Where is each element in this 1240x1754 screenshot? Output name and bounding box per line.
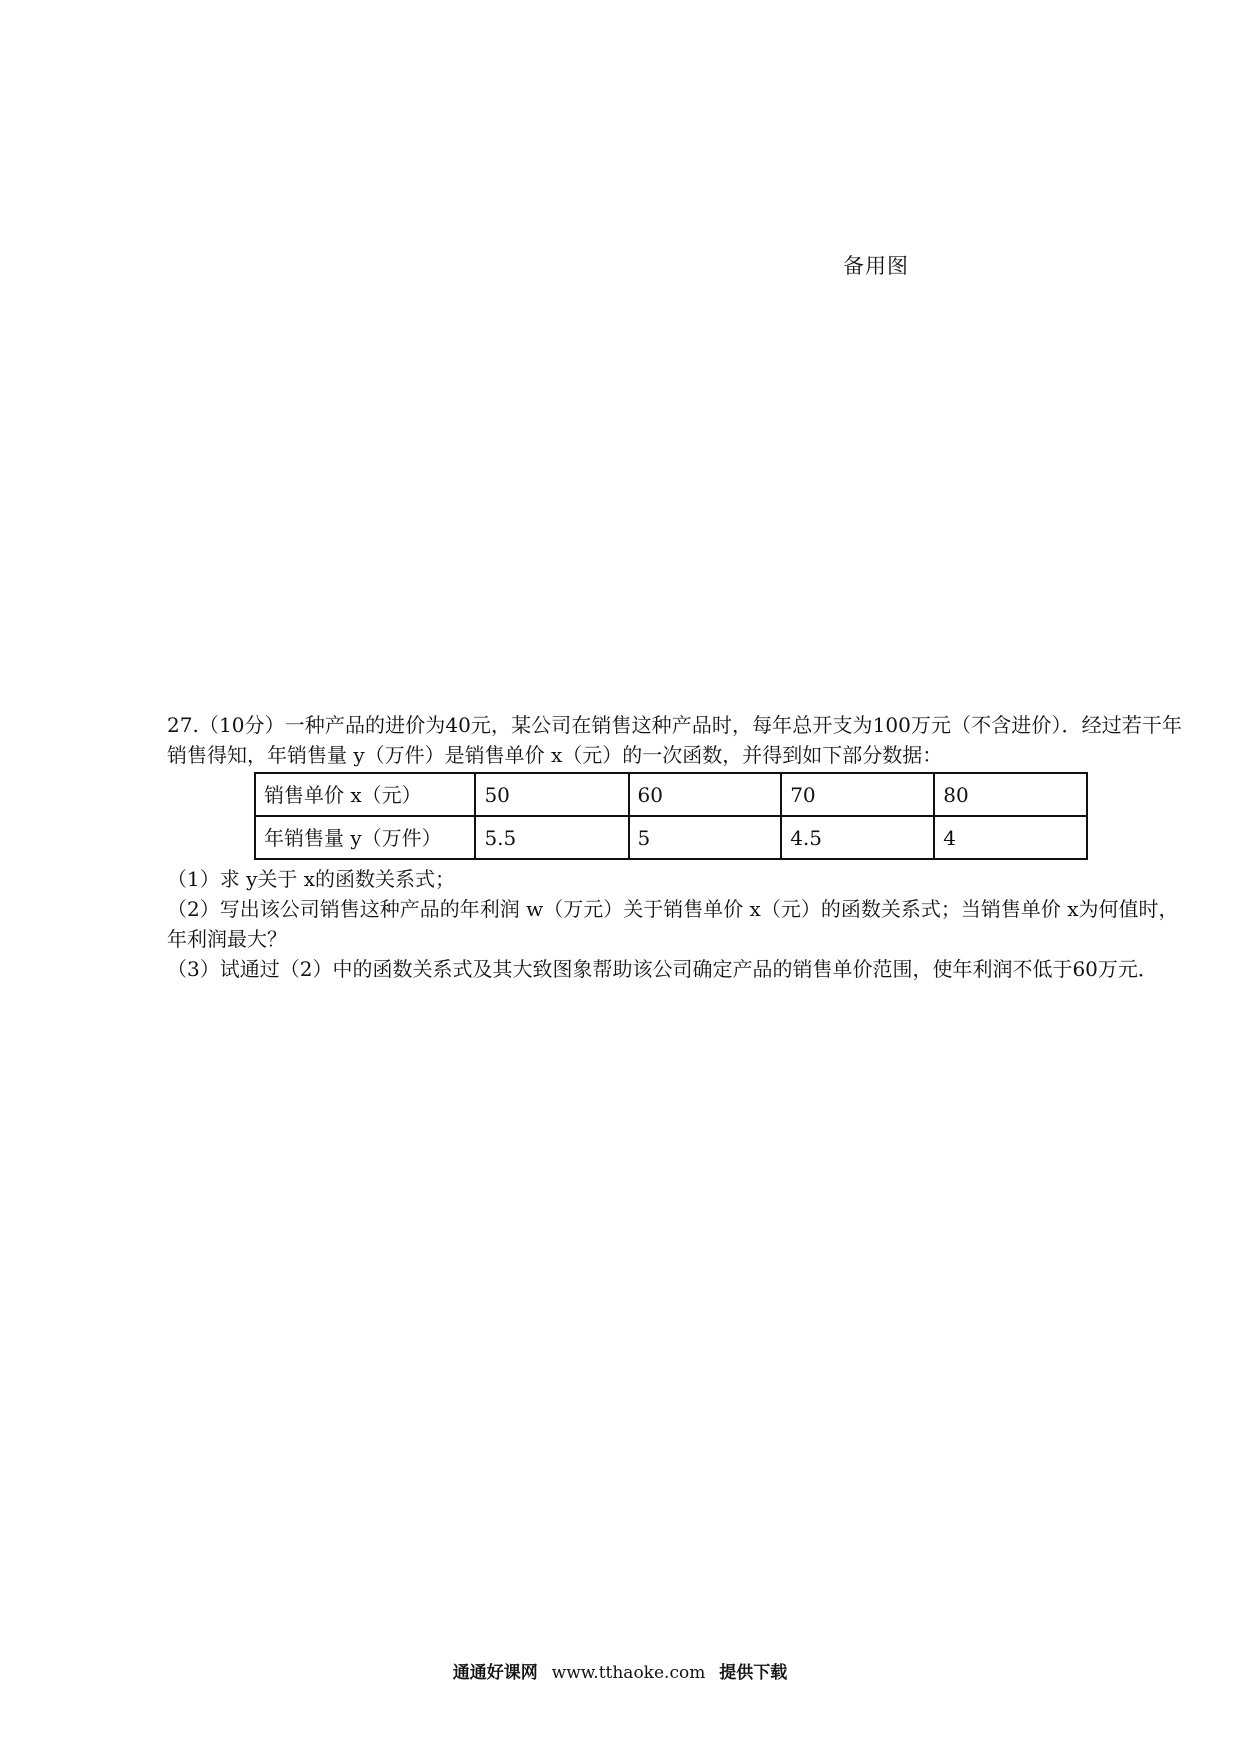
table-row-header: 销售单价 x（元）: [255, 773, 475, 816]
table-cell: 5.5: [475, 816, 628, 859]
table-row: [255, 816, 1087, 859]
footer-url: www.tthaoke.com: [551, 1663, 706, 1683]
footer-site-name: 通通好课网: [452, 1663, 538, 1683]
question-intro: 27.（10分）一种产品的进价为40元，某公司在销售这种产品时，每年总开支为100万元（不含进价）．经过若干年销售得知，年销售量 y（万件）是销售单价 x（元）的一次函数，并得到如下部分数据：: [167, 713, 1182, 767]
footer: [0, 1658, 1240, 1683]
table-cell: 80: [934, 773, 1087, 816]
data-table: [254, 772, 1088, 860]
table-cell: 50: [475, 773, 628, 816]
table-row-header: 年销售量 y（万件）: [255, 816, 475, 859]
footer-suffix: 提供下载: [719, 1663, 788, 1683]
spare-figure-label: 备用图: [843, 254, 909, 278]
question-part-1: （1）求 y关于 x的函数关系式；: [167, 867, 456, 891]
table-cell: 60: [629, 773, 782, 816]
table-cell: 70: [781, 773, 934, 816]
question-27: [167, 710, 1182, 984]
table-row: [255, 773, 1087, 816]
table-cell: 4.5: [781, 816, 934, 859]
question-part-2: （2）写出该公司销售这种产品的年利润 w（万元）关于销售单价 x（元）的函数关系式；当销售单价 x为何值时，年利润最大？: [167, 897, 1179, 951]
question-part-3: （3）试通过（2）中的函数关系式及其大致图象帮助该公司确定产品的销售单价范围，使年利润不低于60万元．: [167, 957, 1158, 981]
table-cell: 4: [934, 816, 1087, 859]
table-cell: 5: [629, 816, 782, 859]
